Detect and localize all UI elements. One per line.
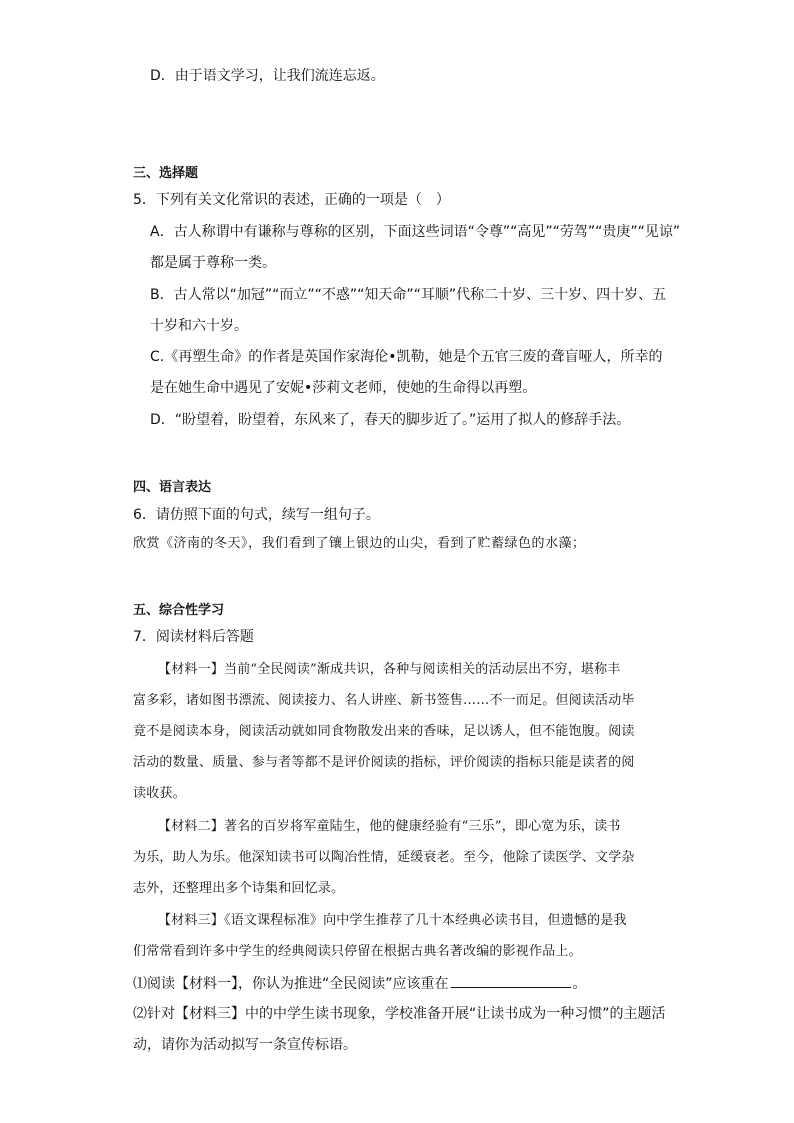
q5-option-c-line1: C.《再塑生命》的作者是英国作家海伦•凯勒，她是个五官三废的聋盲哑人，所幸的 xyxy=(150,349,663,365)
answer-blank[interactable] xyxy=(451,973,571,988)
material2-line3: 志外，还整理出多个诗集和回忆录。 xyxy=(133,881,345,896)
q5-option-c-line2: 是在她生命中遇见了安妮•莎莉文老师，使她的生命得以再塑。 xyxy=(150,380,537,396)
section-heading-language: 四、语言表达 xyxy=(133,480,212,495)
q7-sub1 xyxy=(133,973,587,994)
material1-line2: 富多彩，诸如图书漂流、阅读接力、名人讲座、新书签售……不一而足。但阅读活动毕 xyxy=(133,693,635,708)
material1-line3: 竟不是阅读本身，阅读活动就如同食物散发出来的香味，足以诱人，但不能饱腹。阅读 xyxy=(133,724,635,739)
material2-line1: 【材料二】著名的百岁将军童陆生，他的健康经验有“三乐”，即心宽为乐，读书 xyxy=(158,819,621,834)
q5-option-b-line1: B．古人常以“加冠”“而立”“不惑”“知天命”“耳顺”代称二十岁、三十岁、四十岁、五 xyxy=(150,287,667,303)
q6-example-sentence: 欣赏《济南的冬天》，我们看到了镶上银边的山尖，看到了贮蓄绿色的水藻； xyxy=(133,536,586,551)
q5-stem: 5．下列有关文化常识的表述，正确的一项是（ ） xyxy=(133,192,450,208)
material2-line2: 为乐，助人为乐。他深知读书可以陶冶性情，延缓衰老。至今，他除了读医学、文学杂 xyxy=(133,850,635,865)
q7-sub1-period: 。 xyxy=(572,976,587,992)
q7-stem: 7．阅读材料后答题 xyxy=(133,629,254,645)
q5-option-a-line1: A．古人称谓中有谦称与尊称的区别，下面这些词语“令尊”“高见”“劳驾”“贵庚”“见谅” xyxy=(150,224,681,240)
material3-line2: 们常常看到许多中学生的经典阅读只停留在根据古典名著改编的影视作品上。 xyxy=(133,944,582,959)
material1-line4: 活动的数量、质量、参与者等都不是评价阅读的指标，评价阅读的指标只能是读者的阅 xyxy=(133,755,635,770)
q5-option-b-line2: 十岁和六十岁。 xyxy=(150,318,248,334)
section-heading-choice: 三、选择题 xyxy=(133,166,199,181)
q6-stem: 6．请仿照下面的句式，续写一组句子。 xyxy=(133,507,380,523)
q5-option-d: D．“盼望着，盼望着，东风来了，春天的脚步近了。”运用了拟人的修辞手法。 xyxy=(150,412,631,428)
q4-option-d: D．由于语文学习，让我们流连忘返。 xyxy=(150,68,385,84)
q7-sub2-line1: ⑵针对【材料三】中的中学生读书现象，学校准备开展“让读书成为一种习惯”的主题活 xyxy=(133,1006,666,1022)
q5-option-a-line2: 都是属于尊称一类。 xyxy=(150,255,276,271)
section-heading-comprehensive: 五、综合性学习 xyxy=(133,603,225,618)
material1-line5: 读收获。 xyxy=(133,786,186,801)
material1-line1: 【材料一】当前“全民阅读”渐成共识，各种与阅读相关的活动层出不穷，堪称丰 xyxy=(158,662,621,677)
material3-line1: 【材料三】《语文课程标准》向中学生推荐了几十本经典必读书目，但遗憾的是我 xyxy=(158,913,627,928)
q7-sub1-prompt: ⑴阅读【材料一】，你认为推进“全民阅读”应该重在 xyxy=(133,976,449,992)
q7-sub2-line2: 动，请你为活动拟写一条宣传标语。 xyxy=(133,1037,357,1053)
